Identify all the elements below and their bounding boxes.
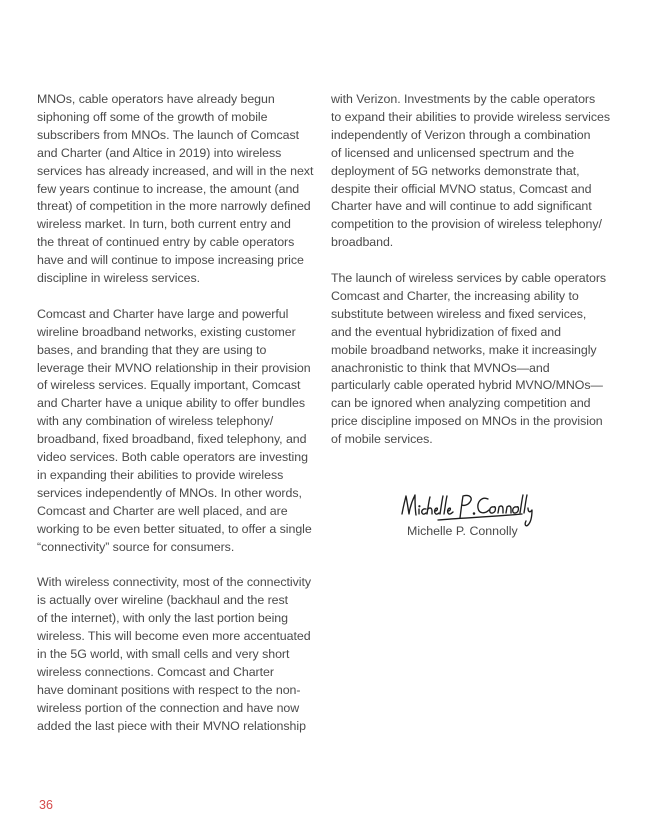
text-line: broadband, fixed broadband, fixed telephony, and — [37, 432, 307, 447]
text-line: Comcast and Charter are well placed, and are — [37, 503, 288, 518]
text-line: discipline in wireless services. — [37, 271, 200, 286]
text-line: bases, and branding that they are using to — [37, 342, 267, 357]
text-line: have dominant positions with respect to the non- — [37, 682, 301, 697]
text-line: is actually over wireline (backhaul and the rest — [37, 593, 289, 608]
text-line: video services. Both cable operators are investing — [37, 450, 308, 465]
text-line: Comcast and Charter, the increasing ability to — [331, 288, 579, 303]
text-line: services has already increased, and will in the next — [37, 163, 314, 178]
text-line: with Verizon. Investments by the cable operators — [331, 92, 596, 106]
text-line: wireless. This will become even more accentuated — [37, 629, 311, 644]
signature-block — [398, 490, 538, 538]
paragraph-wireless-connectivity — [37, 574, 322, 735]
text-line: independently of Verizon through a combination — [331, 127, 591, 142]
text-line: have and will continue to impose increasing price — [37, 253, 304, 268]
text-line: services independently of MNOs. In other words, — [37, 485, 302, 500]
text-line: price discipline imposed on MNOs in the provision — [331, 414, 603, 429]
text-line: The launch of wireless services by cable operators — [331, 271, 607, 286]
text-line: competition to the provision of wireless telephony/ — [331, 217, 602, 232]
text-line: added the last piece with their MVNO relationship — [37, 718, 306, 733]
text-line: broadband. — [331, 235, 394, 250]
text-line: wireline broadband networks, existing customer — [37, 324, 296, 339]
text-line: MNOs, cable operators have already begun — [37, 92, 275, 106]
text-line: substitute between wireless and fixed services, — [331, 306, 587, 321]
paragraph-verizon-investments — [331, 91, 616, 252]
text-line: siphoning off some of the growth of mobile — [37, 109, 268, 124]
text-line: of wireless services. Equally important, Comcast — [37, 378, 301, 393]
text-line: Charter have and will continue to add significant — [331, 199, 592, 214]
text-line: particularly cable operated hybrid MVNO/MNOs— — [331, 378, 603, 393]
text-line: in expanding their abilities to provide wireless — [37, 468, 284, 483]
left-text-column — [37, 91, 322, 753]
page-number: 36 — [39, 798, 53, 812]
text-line: despite their official MVNO status, Comcast and — [331, 181, 592, 196]
text-line: with any combination of wireless telephony/ — [37, 414, 274, 429]
text-line: With wireless connectivity, most of the connectivity — [37, 575, 311, 590]
handwritten-signature — [398, 490, 536, 528]
signature-printed-name: Michelle P. Connolly — [407, 524, 518, 538]
text-line: the threat of continued entry by cable operators — [37, 235, 295, 250]
text-line: working to be even better situated, to offer a single — [37, 521, 312, 536]
text-line: and the eventual hybridization of fixed and — [331, 324, 561, 339]
text-line: wireless portion of the connection and have now — [37, 700, 300, 715]
text-line: leverage their MVNO relationship in their provision — [37, 360, 311, 375]
text-line: wireless market. In turn, both current entry and — [37, 217, 291, 232]
text-line: to expand their abilities to provide wireless services — [331, 109, 610, 124]
text-line: subscribers from MNOs. The launch of Comcast — [37, 127, 299, 142]
text-line: anachronistic to think that MVNOs—and — [331, 360, 550, 375]
paragraph-wireline-broadband — [37, 306, 322, 557]
text-line: in the 5G world, with small cells and very short — [37, 647, 290, 662]
text-line: wireless connections. Comcast and Charter — [37, 664, 274, 679]
text-line: of licensed and unlicensed spectrum and the — [331, 145, 575, 160]
text-line: few years continue to increase, the amount (and — [37, 181, 300, 196]
text-line: can be ignored when analyzing competition and — [331, 396, 591, 411]
text-line: deployment of 5G networks demonstrate that, — [331, 163, 580, 178]
paragraph-hybrid-conclusion — [331, 270, 616, 449]
paragraph-cable-operators-growth — [37, 91, 322, 288]
text-line: threat) of competition in the more narrowly defined — [37, 199, 311, 214]
text-line: of mobile services. — [331, 432, 433, 447]
text-line: and Charter have a unique ability to offer bundles — [37, 396, 305, 411]
text-line: mobile broadband networks, make it increasingly — [331, 342, 597, 357]
right-text-column — [331, 91, 616, 467]
text-line: Comcast and Charter have large and powerful — [37, 306, 289, 321]
text-line: and Charter (and Altice in 2019) into wireless — [37, 145, 282, 160]
text-line: of the internet), with only the last portion being — [37, 611, 288, 626]
text-line: “connectivity” source for consumers. — [37, 539, 235, 554]
